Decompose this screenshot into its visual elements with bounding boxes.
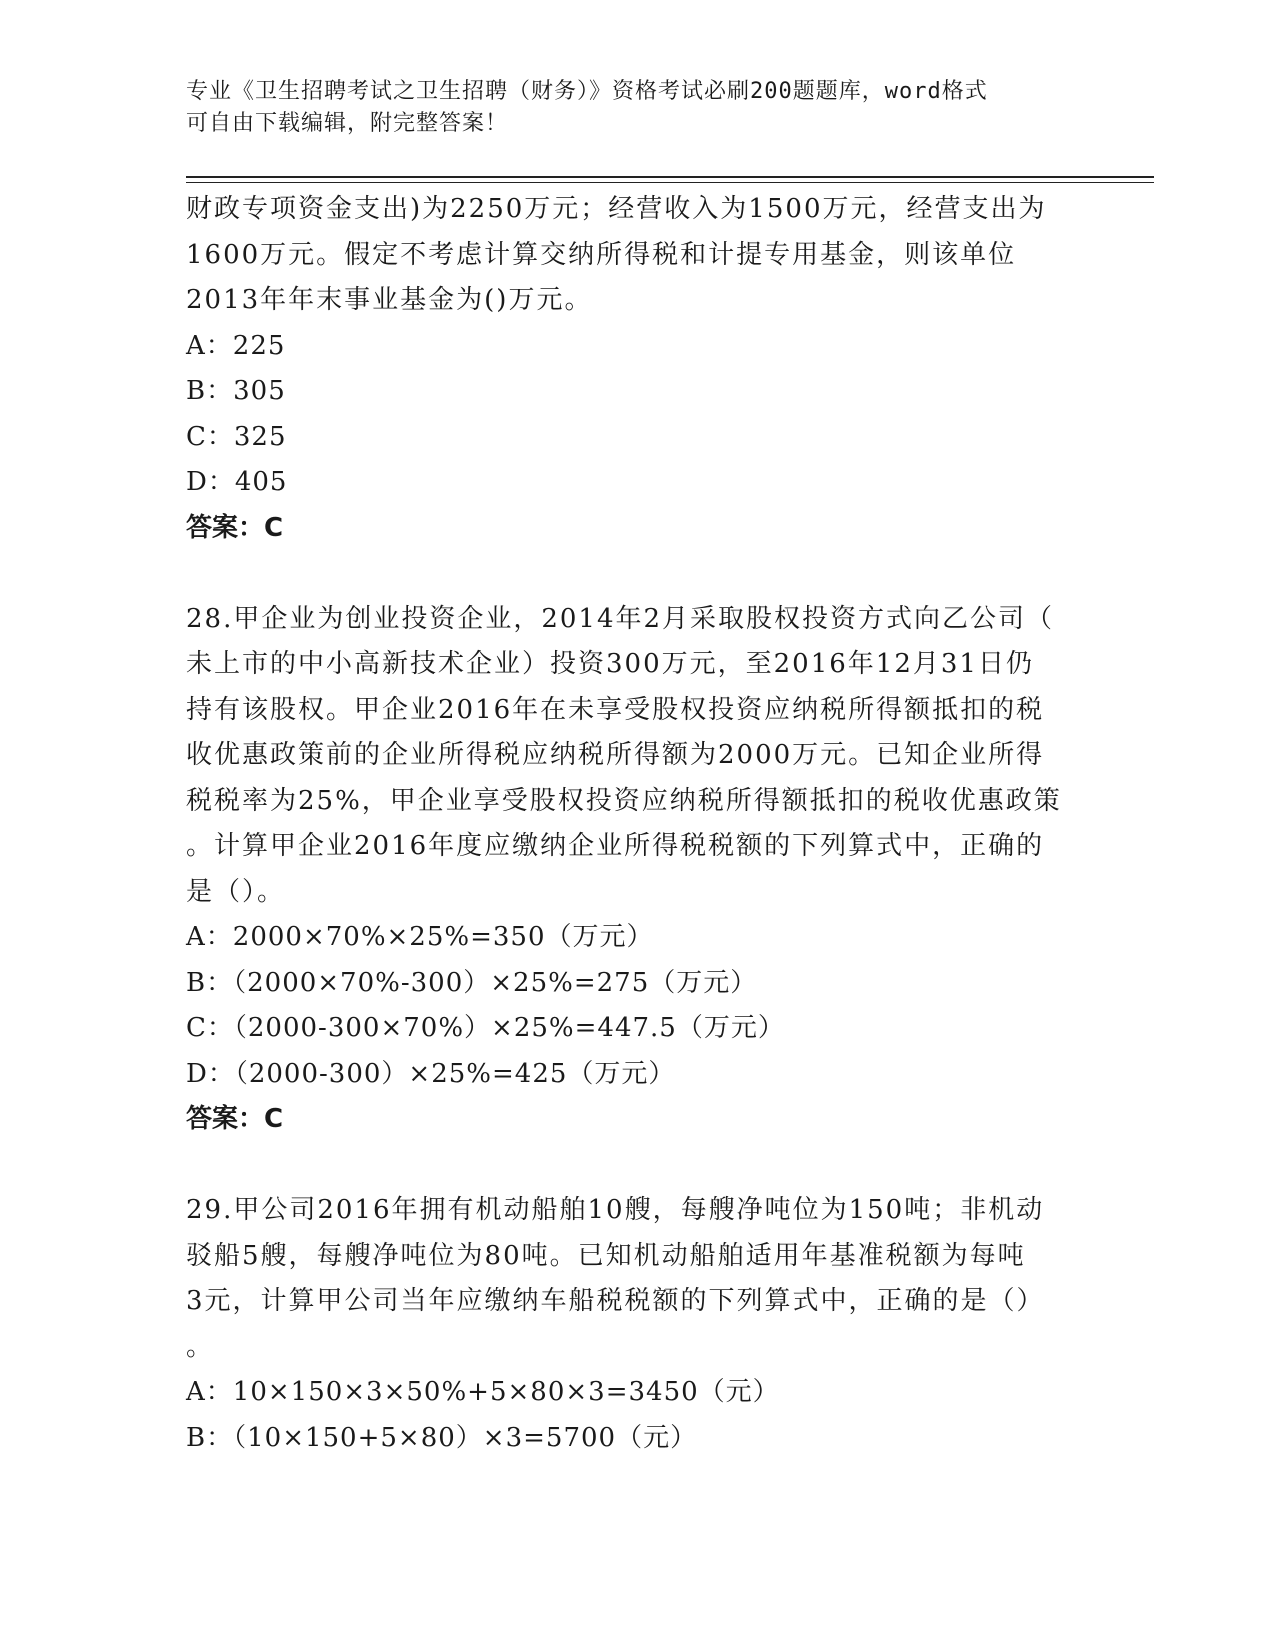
question-29 [186, 1188, 1086, 1461]
spacer [186, 551, 1086, 597]
header-divider-thin [186, 182, 1154, 183]
question-text-line: 税税率为25%，甲企业享受股权投资应纳税所得额抵扣的税收优惠政策 [186, 785, 1062, 816]
question-text-line: 驳船5艘，每艘净吨位为80吨。已知机动船舶适用年基准税额为每吨 [186, 1240, 1026, 1271]
option-b: B：（10×150+5×80）×3=5700（元） [186, 1422, 698, 1453]
option-b: B：（2000×70%-300）×25%=275（万元） [186, 967, 758, 998]
question-text-line: 1600万元。假定不考虑计算交纳所得税和计提专用基金，则该单位 [186, 239, 1017, 270]
option-c: C：325 [186, 421, 287, 452]
document-header [186, 76, 1086, 140]
question-text-line: 持有该股权。甲企业2016年在未享受股权投资应纳税所得额抵扣的税 [186, 694, 1045, 725]
option-a: A：2000×70%×25%=350（万元） [186, 922, 654, 952]
answer-label: 答案：C [186, 512, 284, 543]
header-title-line-1: 专业《卫生招聘考试之卫生招聘（财务）》资格考试必刷200题题库，word格式 [186, 79, 988, 104]
question-text-line: 收优惠政策前的企业所得税应纳税所得额为2000万元。已知企业所得 [186, 740, 1045, 770]
question-text-line: 3元，计算甲公司当年应缴纳车船税税额的下列算式中，正确的是（） [186, 1286, 1045, 1316]
question-27 [186, 187, 1086, 551]
option-c: C：（2000-300×70%）×25%=447.5（万元） [186, 1013, 785, 1043]
option-a: A：10×150×3×50%+5×80×3=3450（元） [186, 1377, 780, 1407]
option-d: D：（2000-300）×25%=425（万元） [186, 1058, 676, 1089]
question-text-line: 财政专项资金支出)为2250万元；经营收入为1500万元，经营支出为 [186, 194, 1047, 224]
answer-label: 答案：C [186, 1104, 284, 1134]
spacer [186, 1143, 1086, 1189]
header-title-line-2: 可自由下载编辑，附完整答案！ [186, 111, 509, 136]
question-text-line: 未上市的中小高新技术企业）投资300万元，至2016年12月31日仍 [186, 649, 1034, 679]
question-text-line: 。 [186, 1331, 215, 1362]
option-a: A：225 [186, 330, 286, 361]
document-body [186, 187, 1086, 1461]
question-text-line: 是（）。 [186, 876, 286, 907]
question-text-line: 28.甲企业为创业投资企业，2014年2月采取股权投资方式向乙公司（ [186, 603, 1055, 634]
question-text-line: 29.甲公司2016年拥有机动船舶10艘，每艘净吨位为150吨；非机动 [186, 1195, 1045, 1225]
option-b: B：305 [186, 376, 286, 406]
question-text-line: 。计算甲企业2016年度应缴纳企业所得税税额的下列算式中，正确的 [186, 831, 1045, 861]
header-divider-thick [186, 176, 1154, 178]
option-d: D：405 [186, 467, 288, 497]
question-28 [186, 597, 1086, 1143]
question-text-line: 2013年年末事业基金为()万元。 [186, 285, 593, 315]
